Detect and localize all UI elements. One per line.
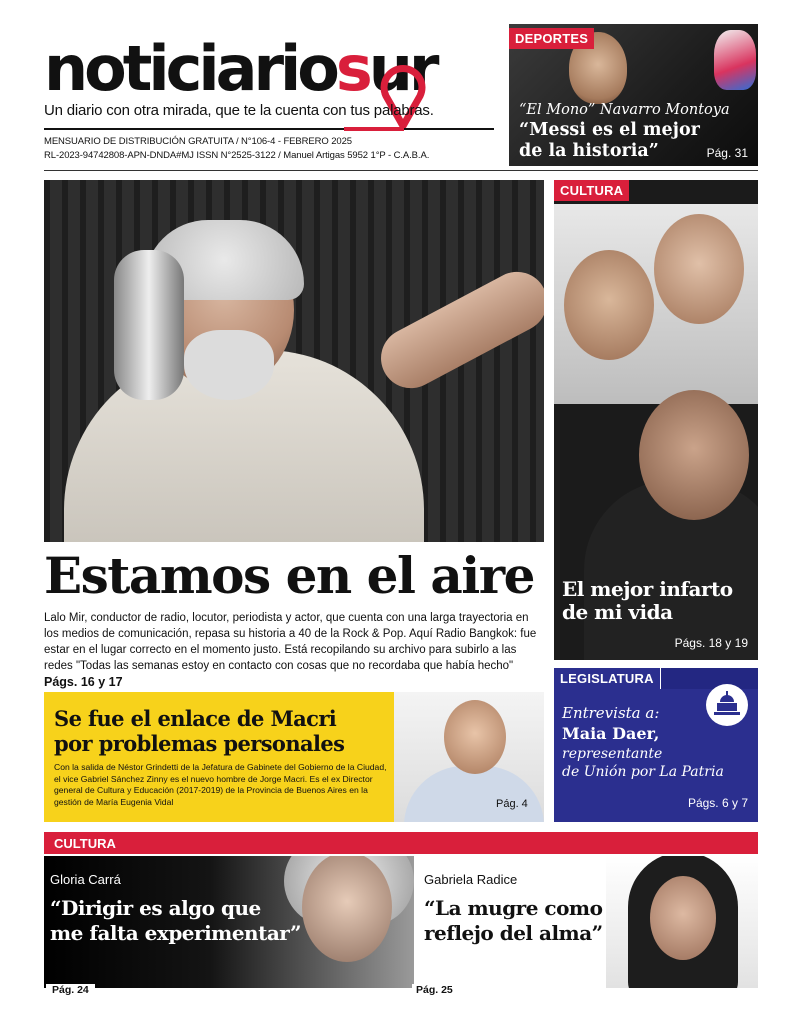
- carra-quote-line2: me falta experimentar”: [50, 921, 302, 945]
- carra-quote-line1: “Dirigir es algo que: [50, 896, 261, 920]
- macri-body: Con la salida de Néstor Grindetti de la Jefatura de Gabinete del Gobierno de la Ciudad, el vice Gabriel Sánchez Zinny es el nuevo hombre de Jorge Macri. Es el ex Director general de Cultura y Educación (2017-2019) de la Provincia de Buenos Aires en la gestión de María Eugenia Vidal: [54, 762, 387, 807]
- logo-text-a: noticiario: [44, 32, 336, 105]
- deportes-kicker: “El Mono” Navarro Montoya: [519, 102, 730, 118]
- cultura-teaser[interactable]: [554, 180, 758, 660]
- radice-photo: [650, 876, 716, 960]
- cultura-headline: [562, 578, 733, 624]
- cultura-headline-line1: El mejor infarto: [562, 577, 733, 601]
- deportes-headline: [519, 120, 700, 162]
- legislatura-desc-line1: representante: [562, 746, 663, 762]
- legislatura-teaser[interactable]: [554, 668, 758, 822]
- tagline-rule: [44, 128, 494, 130]
- macri-headline-line1: Se fue el enlace de Macri: [54, 706, 337, 731]
- cultura-page-ref: Págs. 18 y 19: [674, 636, 748, 650]
- carra-teaser[interactable]: [44, 856, 414, 988]
- section-tag-deportes: DEPORTES: [509, 28, 594, 49]
- main-story-body: [44, 610, 544, 691]
- radice-name: Gabriela Radice: [424, 872, 518, 887]
- legislatura-name: Maia Daer,: [562, 724, 660, 743]
- section-tag-legislatura: LEGISLATURA: [554, 668, 661, 689]
- radice-quote-line1: “La mugre como: [424, 896, 603, 920]
- macri-page-ref: Pág. 4: [496, 798, 528, 810]
- microphone-icon: [114, 250, 184, 400]
- footer-rule: [44, 992, 758, 993]
- carra-page-ref: Pág. 24: [46, 984, 95, 996]
- legislatura-kicker: Entrevista a:: [562, 704, 660, 722]
- main-headline[interactable]: Estamos en el aire: [44, 546, 534, 605]
- main-story-page-ref: Págs. 16 y 17: [44, 675, 123, 689]
- logo-text-c: ur: [368, 32, 436, 105]
- macri-headline-line2: por problemas personales: [54, 731, 345, 756]
- legislatura-desc: [562, 745, 724, 781]
- deportes-teaser[interactable]: [509, 24, 758, 166]
- tagline: Un diario con otra mirada, que te la cuenta con tus palabras.: [44, 102, 434, 119]
- person-photo: [444, 700, 506, 774]
- radice-quote: [424, 896, 603, 946]
- publication-info: MENSUARIO DE DISTRIBUCIÓN GRATUITA / N°106-4 - FEBRERO 2025: [44, 136, 352, 147]
- legislatura-page-ref: Págs. 6 y 7: [687, 796, 748, 810]
- legislature-building-icon: [704, 682, 750, 728]
- masthead: [44, 30, 494, 170]
- deportes-headline-line1: “Messi es el mejor: [519, 120, 700, 140]
- deportes-headline-line2: de la historia”: [519, 141, 659, 161]
- main-story-photo[interactable]: [44, 180, 544, 542]
- cultura-headline-line2: de mi vida: [562, 600, 673, 624]
- bottom-section-bar: [44, 832, 758, 854]
- carra-name: Gloria Carrá: [50, 872, 121, 887]
- legislatura-desc-line2: de Unión por La Patria: [562, 764, 724, 780]
- logo-text-b: s: [335, 32, 369, 105]
- header-divider: [44, 170, 758, 171]
- main-story-text: Lalo Mir, conductor de radio, locutor, periodista y actor, que cuenta con una larga trayectoria en los medios de comunicación, repasa su historia a 40 de la Rock & Pop. Aquí Radio Bangkok: fue estar en el lugar correcto en el momento justo. Está recopilando su archivo para subirlo a las redes "Todas las semanas estoy en contacto con cosas que no recordaba que había hecho": [44, 612, 537, 672]
- deportes-page-ref: Pág. 31: [706, 146, 748, 160]
- radice-teaser[interactable]: [414, 856, 758, 988]
- goalkeeper-glove-shape: [714, 30, 756, 90]
- section-tag-cultura-bottom: CULTURA: [54, 836, 116, 851]
- registration-info: RL-2023-94742808-APN-DNDA#MJ ISSN N°2525-3122 / Manuel Artigas 5952 1°P - C.A.B.A.: [44, 150, 430, 161]
- section-tag-cultura: CULTURA: [554, 180, 629, 201]
- carra-photo: [302, 856, 392, 962]
- radice-quote-line2: reflejo del alma”: [424, 921, 603, 945]
- carra-quote: [50, 896, 301, 946]
- macri-headline: [54, 706, 384, 756]
- macri-story[interactable]: [44, 692, 544, 822]
- radice-page-ref: Pág. 25: [412, 984, 457, 996]
